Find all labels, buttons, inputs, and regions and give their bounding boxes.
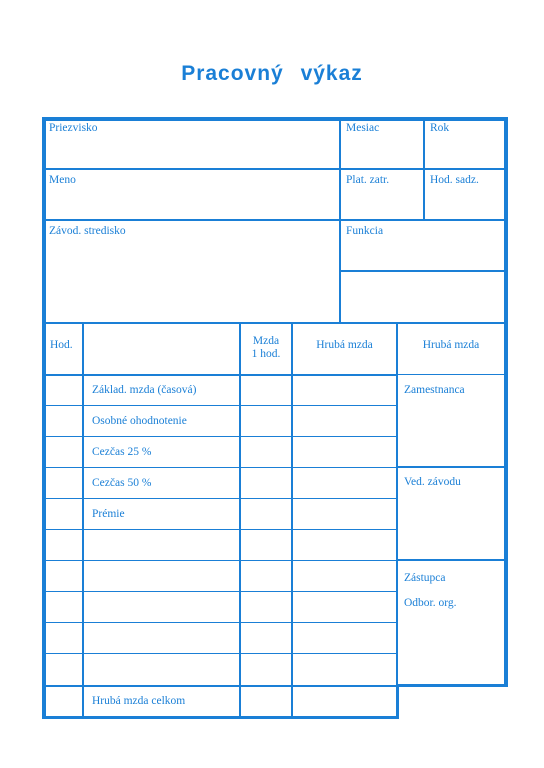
zavod-stredisko-field[interactable] (46, 221, 339, 322)
row-label-premie: Prémie (92, 508, 125, 520)
row-line-10 (45, 685, 396, 687)
frame-bottom (42, 716, 399, 719)
mzda-column-header-line1: Mzda (252, 335, 280, 347)
row-line-2 (45, 436, 396, 437)
table-header-bottom (45, 374, 396, 376)
meno-field[interactable] (46, 170, 339, 219)
rok-label: Rok (430, 122, 450, 134)
funkcia-label: Funkcia (346, 225, 384, 237)
row-label-osobne-ohodnotenie: Osobné ohodnotenie (92, 415, 187, 427)
table-vline-1 (82, 323, 84, 717)
row-line-3 (45, 467, 396, 468)
funkcia-field[interactable] (341, 221, 504, 270)
mzda-column-header-line2: 1 hod. (251, 348, 281, 360)
row-line-4 (45, 498, 396, 499)
row-label-zaklad-mzda: Základ. mzda (časová) (92, 384, 197, 396)
row-label-cezcas-50: Cezčas 50 % (92, 477, 152, 489)
plat-zatr-field[interactable] (341, 170, 423, 219)
table-vline-3 (291, 323, 293, 717)
zavod-stredisko-label: Závod. stredisko (49, 225, 126, 237)
row-line-6 (45, 560, 396, 561)
signature-zastupca[interactable] (398, 561, 504, 684)
frame-bottom-right (396, 684, 508, 687)
row-line-8 (45, 622, 396, 623)
odbor-org-label: Odbor. org. (404, 597, 457, 609)
priezvisko-field[interactable] (46, 121, 339, 168)
row-line-1 (45, 405, 396, 406)
row-line-7 (45, 591, 396, 592)
hod-sadz-field[interactable] (425, 170, 504, 219)
row-line-9 (45, 653, 396, 654)
hod-sadz-label: Hod. sadz. (430, 174, 479, 186)
table-vline-2 (239, 323, 241, 717)
plat-zatr-label: Plat. zatr. (346, 174, 390, 186)
row-label-cezcas-25: Cezčas 25 % (92, 446, 152, 458)
row-line-5 (45, 529, 396, 530)
total-label: Hrubá mzda celkom (92, 695, 186, 707)
ved-zavodu-label: Ved. závodu (404, 476, 461, 488)
rok-field[interactable] (425, 121, 504, 168)
frame-step (396, 684, 399, 719)
zamestnanca-label: Zamestnanca (404, 384, 465, 396)
hruba-mzda-side-header: Hrubá mzda (422, 339, 480, 351)
frame-right (504, 117, 508, 687)
signature-ved-zavodu[interactable] (398, 468, 504, 559)
priezvisko-label: Priezvisko (49, 122, 98, 134)
table-top-line (45, 322, 506, 324)
funkcia-value-field[interactable] (341, 272, 504, 322)
mesiac-field[interactable] (341, 121, 423, 168)
page-title: Pracovný výkaz (181, 62, 363, 85)
side-header-bottom (396, 374, 506, 375)
signature-zamestnanca[interactable] (398, 376, 504, 466)
zastupca-label: Zástupca (404, 572, 446, 584)
mesiac-label: Mesiac (346, 122, 380, 134)
meno-label: Meno (49, 174, 76, 186)
hruba-mzda-column-header: Hrubá mzda (316, 339, 373, 351)
hod-column-header: Hod. (50, 339, 73, 351)
